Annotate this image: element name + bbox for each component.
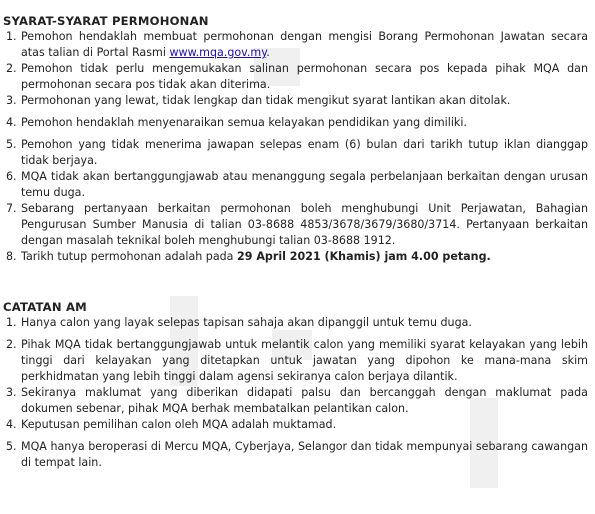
item-number: 1.	[6, 30, 17, 43]
catatan-list	[0, 315, 590, 471]
item-number: 5.	[6, 138, 17, 151]
catatan-item-3	[0, 385, 590, 417]
syarat-item-3	[0, 93, 590, 115]
item-text: MQA tidak akan bertanggungjawab atau menanggung segala perbelanjaan berkaitan dengan urusan temu duga.	[21, 170, 588, 199]
syarat-list	[0, 29, 590, 265]
closing-date: 29 April 2021 (Khamis) jam 4.00 petang.	[237, 250, 491, 263]
item-number: 4.	[6, 116, 17, 129]
syarat-item-2	[0, 61, 590, 93]
item-text: Pemohon yang tidak menerima jawapan selepas enam (6) bulan dari tarikh tutup iklan dianggap tidak berjaya.	[21, 138, 588, 167]
item-number: 8.	[6, 250, 17, 263]
catatan-heading: CATATAN AM	[3, 300, 87, 314]
item-text: Pihak MQA tidak bertanggungjawab untuk melantik calon yang memiliki syarat kelayakan yang lebih tinggi dari kelayakan yang ditetapkan untuk jawatan yang dipohon ke mana-mana skim perkhidmatan yang lebih tinggi dalam agensi sekiranya calon berjaya dilantik.	[21, 338, 588, 383]
syarat-item-6	[0, 169, 590, 201]
item-number: 1.	[6, 316, 17, 329]
mqa-portal-link[interactable]: www.mqa.gov.my	[169, 46, 267, 59]
item-number: 4.	[6, 418, 17, 431]
item-text: Sebarang pertanyaan berkaitan permohonan boleh menghubungi Unit Perjawatan, Bahagian Pengurusan Sumber Manusia di talian 03-8688 4853/3678/3679/3680/3714. Pertanyaan berkaitan dengan masalah teknikal boleh menghubungi talian 03-8688 1912.	[21, 202, 588, 247]
item-text-part: .	[266, 46, 270, 59]
syarat-item-4	[0, 115, 590, 137]
item-number: 7.	[6, 202, 17, 215]
item-number: 3.	[6, 386, 17, 399]
syarat-item-8	[0, 249, 590, 265]
item-number: 3.	[6, 94, 17, 107]
item-text-part: Pemohon hendaklah membuat permohonan dengan mengisi Borang Permohonan Jawatan secara atas talian di Portal Rasmi	[21, 30, 588, 59]
item-number: 2.	[6, 338, 17, 351]
item-text: Permohonan yang lewat, tidak lengkap dan tidak mengikut syarat lantikan akan ditolak.	[21, 94, 511, 107]
catatan-item-2	[0, 337, 590, 385]
catatan-item-1	[0, 315, 590, 337]
page-content	[0, 13, 590, 471]
catatan-item-4	[0, 417, 590, 439]
syarat-item-5	[0, 137, 590, 169]
item-number: 2.	[6, 62, 17, 75]
catatan-item-5	[0, 439, 590, 471]
item-number: 5.	[6, 440, 17, 453]
item-text: Sekiranya maklumat yang diberikan didapati palsu dan bercanggah dengan maklumat pada dokumen sebenar, pihak MQA berhak membatalkan pelantikan calon.	[21, 386, 588, 415]
item-text	[21, 29, 588, 61]
item-text: Pemohon hendaklah menyenaraikan semua kelayakan pendidikan yang dimiliki.	[21, 116, 467, 129]
item-text: MQA hanya beroperasi di Mercu MQA, Cyberjaya, Selangor dan tidak mempunyai sebarang cawangan di tempat lain.	[21, 440, 588, 469]
item-text-part: Tarikh tutup permohonan adalah pada	[21, 250, 238, 263]
item-text: Hanya calon yang layak selepas tapisan sahaja akan dipanggil untuk temu duga.	[21, 316, 472, 329]
item-number: 6.	[6, 170, 17, 183]
syarat-item-7	[0, 201, 590, 249]
item-text: Pemohon tidak perlu mengemukakan salinan permohonan secara pos kepada pihak MQA dan permohonan secara pos tidak akan diterima.	[21, 62, 588, 91]
item-text	[21, 249, 588, 265]
syarat-item-1	[0, 29, 590, 61]
syarat-heading: SYARAT-SYARAT PERMOHONAN	[3, 14, 209, 28]
item-text: Keputusan pemilihan calon oleh MQA adalah muktamad.	[21, 418, 337, 431]
section-spacer	[0, 265, 590, 299]
